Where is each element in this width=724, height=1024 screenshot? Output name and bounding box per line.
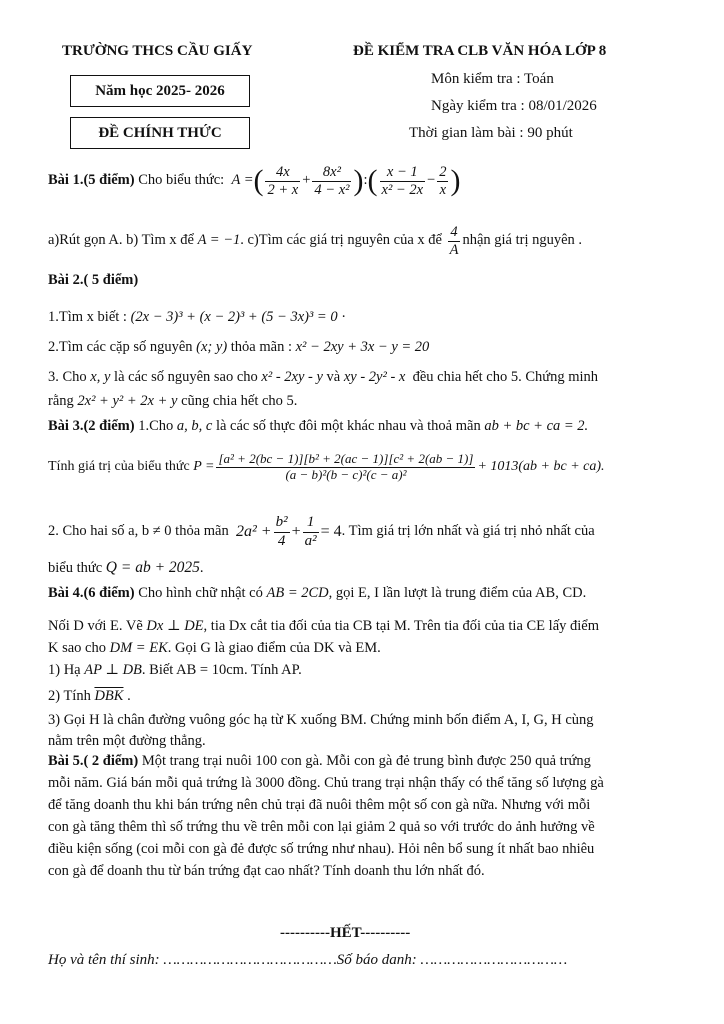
bai1-title: Bài 1.(5 điểm) xyxy=(48,172,135,189)
bai5-line3: để tăng doanh thu khi bán trứng nên chủ trại đã nuôi thêm một số con gà nữa. Nhưng với mỗi xyxy=(48,797,591,813)
bai3-q2-frac-2: $\frac{1}{\text{a²}}$ xyxy=(304,514,317,549)
bai1-part-b-math: A = −1 xyxy=(197,232,241,249)
bai1-plus: + xyxy=(302,172,311,189)
subject-line: Môn kiểm tra : Toán xyxy=(431,71,554,87)
bai3-title: Bài 3.(2 điểm) xyxy=(48,418,135,434)
bai1-part-ab: a)Rút gọn A. b) Tìm x để xyxy=(48,232,194,249)
bai5-title: Bài 5.( 2 điểm) xyxy=(48,753,139,769)
bai2-q1-math: (2x − 3)³ + (x − 2)³ + (5 − 3x)³ = 0 xyxy=(130,309,338,325)
bai1-frac-2: $\frac{\text{8x²}}{\text{4 − x²}}$ xyxy=(314,163,350,198)
bai2-q2-math: x² − 2xy + 3x − y = 20 xyxy=(295,339,430,355)
bai2-title: Bài 2.( 5 điểm) xyxy=(48,272,139,288)
bai5-line5: điều kiện sống (coi mỗi con gà đẻ được số trứng như nhau). Hỏi nên bổ sung ít nhất bao nhiêu xyxy=(48,841,595,857)
bai4-title: Bài 4.(6 điểm) xyxy=(48,585,135,601)
bai1-div: : xyxy=(363,172,368,189)
bai4-line2: Nối D với E. Vẽ Dx ⊥ DE, tia Dx cắt tia đối của tia CB tại M. Trên tia đối của tia CE lấy điểm xyxy=(48,618,599,634)
candidate-info-line: Họ và tên thí sinh: …………………………………Số báo danh: …………………………… xyxy=(48,952,568,968)
bai2-q1: 1.Tìm x biết : (2x − 3)³ + (x − 2)³ + (5 − 3x)³ = 0 · xyxy=(48,309,347,325)
bai1-lhs: A = xyxy=(231,172,254,189)
bai5-line2: mỗi năm. Giá bán mỗi quả trứng là 3000 đồng. Chủ trang trại nhận thấy có thể tăng số lượng gà xyxy=(48,775,604,791)
bai5-line4: con gà tăng thêm thì số trứng thu về trên mỗi con lại giảm 2 quả so với trước do ảnh hưởng về xyxy=(48,819,595,835)
bai1-part-c: . c)Tìm các giá trị nguyên của x để xyxy=(240,232,442,249)
bai1-part-end: nhận giá trị nguyên . xyxy=(462,232,583,249)
exam-title: ĐỀ KIỂM TRA CLB VĂN HÓA LỚP 8 xyxy=(353,43,607,59)
bai4-line7: nằm trên một đường thẳng. xyxy=(48,733,206,749)
bai1-parts xyxy=(48,221,582,261)
bai1-frac-3: $\frac{x - 1}{\text{x² − 2x}}$ xyxy=(381,163,424,198)
paren-close-2: ) xyxy=(450,164,461,197)
bai2-q2: 2.Tìm các cặp số nguyên (x; y) thỏa mãn : x² − 2xy + 3x − y = 20 xyxy=(48,339,430,355)
bai5-line1: Bài 5.( 2 điểm) Một trang trại nuôi 100 con gà. Mỗi con gà đẻ trung bình được 250 quả trứng xyxy=(48,753,591,769)
bai3-q2-line2: biểu thức Q = ab + 2025. xyxy=(48,559,204,576)
bai3-P-expression: Tính giá trị của biểu thức P = $\frac{\text{[a² + 2(bc − 1)][b² + 2(ac − 1)][c² + 2(ab − 1)]}}{\text{(a − b)²(b − c)²(c − a)²}}$ + 1013(ab + bc + ca). xyxy=(48,450,605,482)
school-year-box xyxy=(70,75,250,107)
bai2-q3-line1: 3. Cho x, y là các số nguyên sao cho x² - 2xy - y và xy - 2y² - x đều chia hết cho 5. Chứng minh xyxy=(48,369,599,385)
bai4-line6: 3) Gọi H là chân đường vuông góc hạ từ K xuống BM. Chứng minh bốn điểm A, I, G, H cùng xyxy=(48,712,594,728)
bai3-q2-frac-1: $\frac{\text{b²}}{4}$ xyxy=(275,514,288,549)
bai4-line4: 1) Hạ AP ⊥ DB. Biết AB = 10cm. Tính AP. xyxy=(48,662,302,678)
end-marker: ----------HẾT---------- xyxy=(280,925,411,941)
bai1-expression-line xyxy=(48,158,460,204)
bai3-P-fraction: $\frac{\text{[a² + 2(bc − 1)][b² + 2(ac − 1)][c² + 2(ab − 1)]}}{\text{(a − b)²(b − c)²(c − a)²}}$ xyxy=(218,450,474,482)
official-label: ĐỀ CHÍNH THỨC xyxy=(98,125,222,141)
bai1-frac-1: $\frac{4x}{2 + x}$ xyxy=(267,163,299,198)
paren-open-1: ( xyxy=(253,164,264,197)
bai4-line3: K sao cho DM = EK. Gọi G là giao điểm của DK và EM. xyxy=(48,640,381,656)
bai3-q2-line1: 2. Cho hai số a, b ≠ 0 thỏa mãn 2a² + $\frac{\text{b²}}{4}$ + $\frac{1}{\text{a²}}$ = 4 . Tìm giá trị lớn nhất và giá trị nhỏ nhất của xyxy=(48,514,595,549)
bai1-frac-4: $\frac{2}{x}$ xyxy=(439,163,447,198)
bai1-frac-4-over-A: $\frac{4}{A}$ xyxy=(449,223,459,258)
bai4-line5: 2) Tính $\overline{DBK}$ . xyxy=(48,688,131,704)
official-box xyxy=(70,117,250,149)
bai1-minus: − xyxy=(427,172,436,189)
date-line: Ngày kiểm tra : 08/01/2026 xyxy=(431,98,597,114)
school-year: Năm học 2025- 2026 xyxy=(95,83,225,99)
bai2-q3-line2: rằng 2x² + y² + 2x + y cũng chia hết cho 5. xyxy=(48,393,298,409)
bai3-q1-line1: Bài 3.(2 điểm) 1.Cho a, b, c là các số thực đôi một khác nhau và thoả mãn ab + bc + ca = 2. xyxy=(48,418,589,434)
duration-line: Thời gian làm bài : 90 phút xyxy=(409,125,573,141)
paren-close-1: ) xyxy=(353,164,364,197)
bai1-intro: Cho biểu thức: xyxy=(138,172,225,189)
bai5-line6: con gà để doanh thu từ bán trứng đạt cao nhất? Tính doanh thu lớn nhất đó. xyxy=(48,863,485,879)
paren-open-2: ( xyxy=(367,164,378,197)
bai4-line1: Bài 4.(6 điểm) Cho hình chữ nhật có AB = 2CD, gọi E, I lần lượt là trung điểm của AB, CD. xyxy=(48,585,587,601)
school-name: TRƯỜNG THCS CẦU GIẤY xyxy=(62,43,253,59)
